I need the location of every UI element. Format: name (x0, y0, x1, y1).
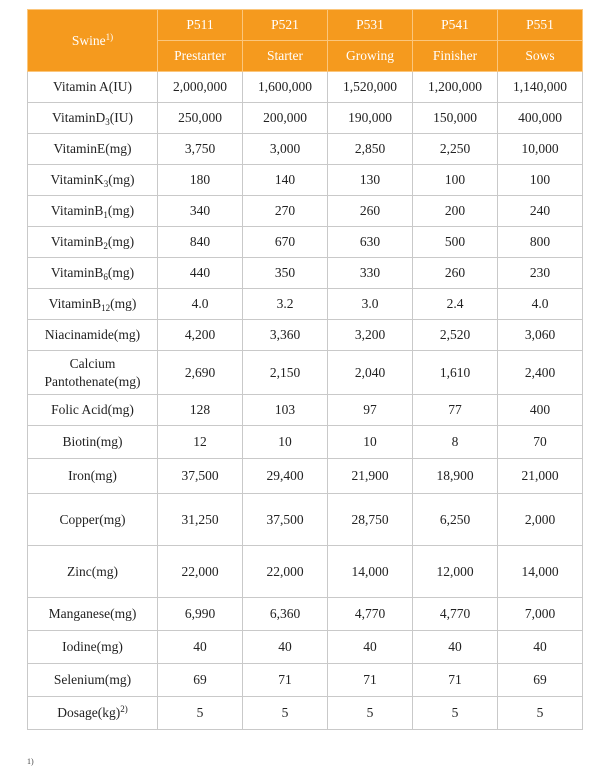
value-cell: 69 (158, 664, 243, 697)
value-cell: 5 (498, 697, 583, 730)
value-cell: 12 (158, 426, 243, 459)
value-cell: 1,140,000 (498, 72, 583, 103)
value-cell: 77 (413, 395, 498, 426)
value-cell: 400,000 (498, 103, 583, 134)
value-cell: 4.0 (498, 289, 583, 320)
value-cell: 140 (243, 165, 328, 196)
table-row (28, 395, 583, 426)
stage-header: Finisher (413, 41, 498, 72)
product-code-header: P511 (158, 10, 243, 41)
nutrient-label: VitaminE(mg) (28, 134, 158, 165)
value-cell: 800 (498, 227, 583, 258)
nutrient-label: Manganese(mg) (28, 598, 158, 631)
value-cell: 100 (413, 165, 498, 196)
value-cell: 200,000 (243, 103, 328, 134)
table-row (28, 258, 583, 289)
product-code-header: P531 (328, 10, 413, 41)
value-cell: 5 (243, 697, 328, 730)
table-row (28, 351, 583, 395)
nutrient-label: Dosage(kg)$^{2)}$ (28, 697, 158, 730)
table-row (28, 546, 583, 598)
value-cell: 190,000 (328, 103, 413, 134)
nutrient-label: VitaminD$_3$(IU) (28, 103, 158, 134)
value-cell: 2.4 (413, 289, 498, 320)
nutrient-label: VitaminK$_3$(mg) (28, 165, 158, 196)
value-cell: 4,200 (158, 320, 243, 351)
table-row (28, 134, 583, 165)
value-cell: 3.2 (243, 289, 328, 320)
product-code-header: P551 (498, 10, 583, 41)
value-cell: 240 (498, 196, 583, 227)
table-row (28, 664, 583, 697)
value-cell: 3,200 (328, 320, 413, 351)
value-cell: 3,060 (498, 320, 583, 351)
value-cell: 10,000 (498, 134, 583, 165)
table-row (28, 72, 583, 103)
value-cell: 10 (328, 426, 413, 459)
value-cell: 40 (498, 631, 583, 664)
value-cell: 128 (158, 395, 243, 426)
value-cell: 2,150 (243, 351, 328, 395)
value-cell: 200 (413, 196, 498, 227)
value-cell: 2,520 (413, 320, 498, 351)
value-cell: 330 (328, 258, 413, 289)
value-cell: 3,750 (158, 134, 243, 165)
value-cell: 150,000 (413, 103, 498, 134)
value-cell: 4,770 (413, 598, 498, 631)
table-header (28, 10, 583, 72)
value-cell: 1,600,000 (243, 72, 328, 103)
table-row (28, 289, 583, 320)
value-cell: 5 (413, 697, 498, 730)
table-row (28, 320, 583, 351)
nutrient-label: Selenium(mg) (28, 664, 158, 697)
value-cell: 3.0 (328, 289, 413, 320)
nutrient-label: VitaminB$_2$(mg) (28, 227, 158, 258)
value-cell: 2,000 (498, 494, 583, 546)
nutrient-label: Iodine(mg) (28, 631, 158, 664)
value-cell: 260 (413, 258, 498, 289)
stage-header: Sows (498, 41, 583, 72)
value-cell: 21,000 (498, 459, 583, 494)
value-cell: 130 (328, 165, 413, 196)
nutrient-label: VitaminB$_{12}$(mg) (28, 289, 158, 320)
value-cell: 22,000 (243, 546, 328, 598)
value-cell: 2,040 (328, 351, 413, 395)
value-cell: 69 (498, 664, 583, 697)
product-code-header: P521 (243, 10, 328, 41)
table-row (28, 598, 583, 631)
value-cell: 1,520,000 (328, 72, 413, 103)
value-cell: 71 (243, 664, 328, 697)
value-cell: 340 (158, 196, 243, 227)
nutrient-label: Biotin(mg) (28, 426, 158, 459)
value-cell: 7,000 (498, 598, 583, 631)
table-row (28, 697, 583, 730)
table-row (28, 426, 583, 459)
value-cell: 6,360 (243, 598, 328, 631)
value-cell: 40 (243, 631, 328, 664)
value-cell: 14,000 (498, 546, 583, 598)
nutrient-label: Calcium Pantothenate(mg) (28, 351, 158, 395)
table-body (28, 72, 583, 730)
value-cell: 840 (158, 227, 243, 258)
table-row (28, 196, 583, 227)
header-row-codes (28, 10, 583, 41)
value-cell: 3,000 (243, 134, 328, 165)
nutrient-label: Folic Acid(mg) (28, 395, 158, 426)
stage-header: Starter (243, 41, 328, 72)
nutrient-label: Vitamin A(IU) (28, 72, 158, 103)
value-cell: 1,610 (413, 351, 498, 395)
value-cell: 21,900 (328, 459, 413, 494)
table-row (28, 494, 583, 546)
value-cell: 5 (328, 697, 413, 730)
swine-corner-header: Swine$^{1)}$ (28, 10, 158, 72)
nutrient-label: Iron(mg) (28, 459, 158, 494)
table-row (28, 227, 583, 258)
value-cell: 180 (158, 165, 243, 196)
table-row (28, 103, 583, 134)
value-cell: 71 (413, 664, 498, 697)
value-cell: 28,750 (328, 494, 413, 546)
value-cell: 350 (243, 258, 328, 289)
value-cell: 4,770 (328, 598, 413, 631)
value-cell: 18,900 (413, 459, 498, 494)
value-cell: 230 (498, 258, 583, 289)
nutrient-label: Copper(mg) (28, 494, 158, 546)
premix-composition-table (27, 9, 583, 730)
value-cell: 8 (413, 426, 498, 459)
value-cell: 40 (158, 631, 243, 664)
value-cell: 12,000 (413, 546, 498, 598)
value-cell: 4.0 (158, 289, 243, 320)
value-cell: 2,400 (498, 351, 583, 395)
value-cell: 40 (328, 631, 413, 664)
value-cell: 6,990 (158, 598, 243, 631)
value-cell: 2,690 (158, 351, 243, 395)
value-cell: 500 (413, 227, 498, 258)
value-cell: 71 (328, 664, 413, 697)
nutrient-label: Zinc(mg) (28, 546, 158, 598)
value-cell: 14,000 (328, 546, 413, 598)
table-row (28, 165, 583, 196)
value-cell: 270 (243, 196, 328, 227)
value-cell: 10 (243, 426, 328, 459)
nutrient-label: VitaminB$_6$(mg) (28, 258, 158, 289)
value-cell: 5 (158, 697, 243, 730)
value-cell: 630 (328, 227, 413, 258)
table-row (28, 459, 583, 494)
value-cell: 400 (498, 395, 583, 426)
value-cell: 2,850 (328, 134, 413, 165)
value-cell: 103 (243, 395, 328, 426)
value-cell: 22,000 (158, 546, 243, 598)
value-cell: 37,500 (158, 459, 243, 494)
value-cell: 70 (498, 426, 583, 459)
value-cell: 40 (413, 631, 498, 664)
value-cell: 2,000,000 (158, 72, 243, 103)
value-cell: 260 (328, 196, 413, 227)
value-cell: 2,250 (413, 134, 498, 165)
table-row (28, 631, 583, 664)
stage-header: Prestarter (158, 41, 243, 72)
value-cell: 440 (158, 258, 243, 289)
nutrient-label: Niacinamide(mg) (28, 320, 158, 351)
value-cell: 37,500 (243, 494, 328, 546)
footnote-mark: 1) (27, 757, 34, 766)
value-cell: 3,360 (243, 320, 328, 351)
value-cell: 100 (498, 165, 583, 196)
value-cell: 31,250 (158, 494, 243, 546)
value-cell: 250,000 (158, 103, 243, 134)
value-cell: 6,250 (413, 494, 498, 546)
product-code-header: P541 (413, 10, 498, 41)
value-cell: 97 (328, 395, 413, 426)
stage-header: Growing (328, 41, 413, 72)
nutrient-label: VitaminB$_1$(mg) (28, 196, 158, 227)
value-cell: 29,400 (243, 459, 328, 494)
value-cell: 1,200,000 (413, 72, 498, 103)
value-cell: 670 (243, 227, 328, 258)
